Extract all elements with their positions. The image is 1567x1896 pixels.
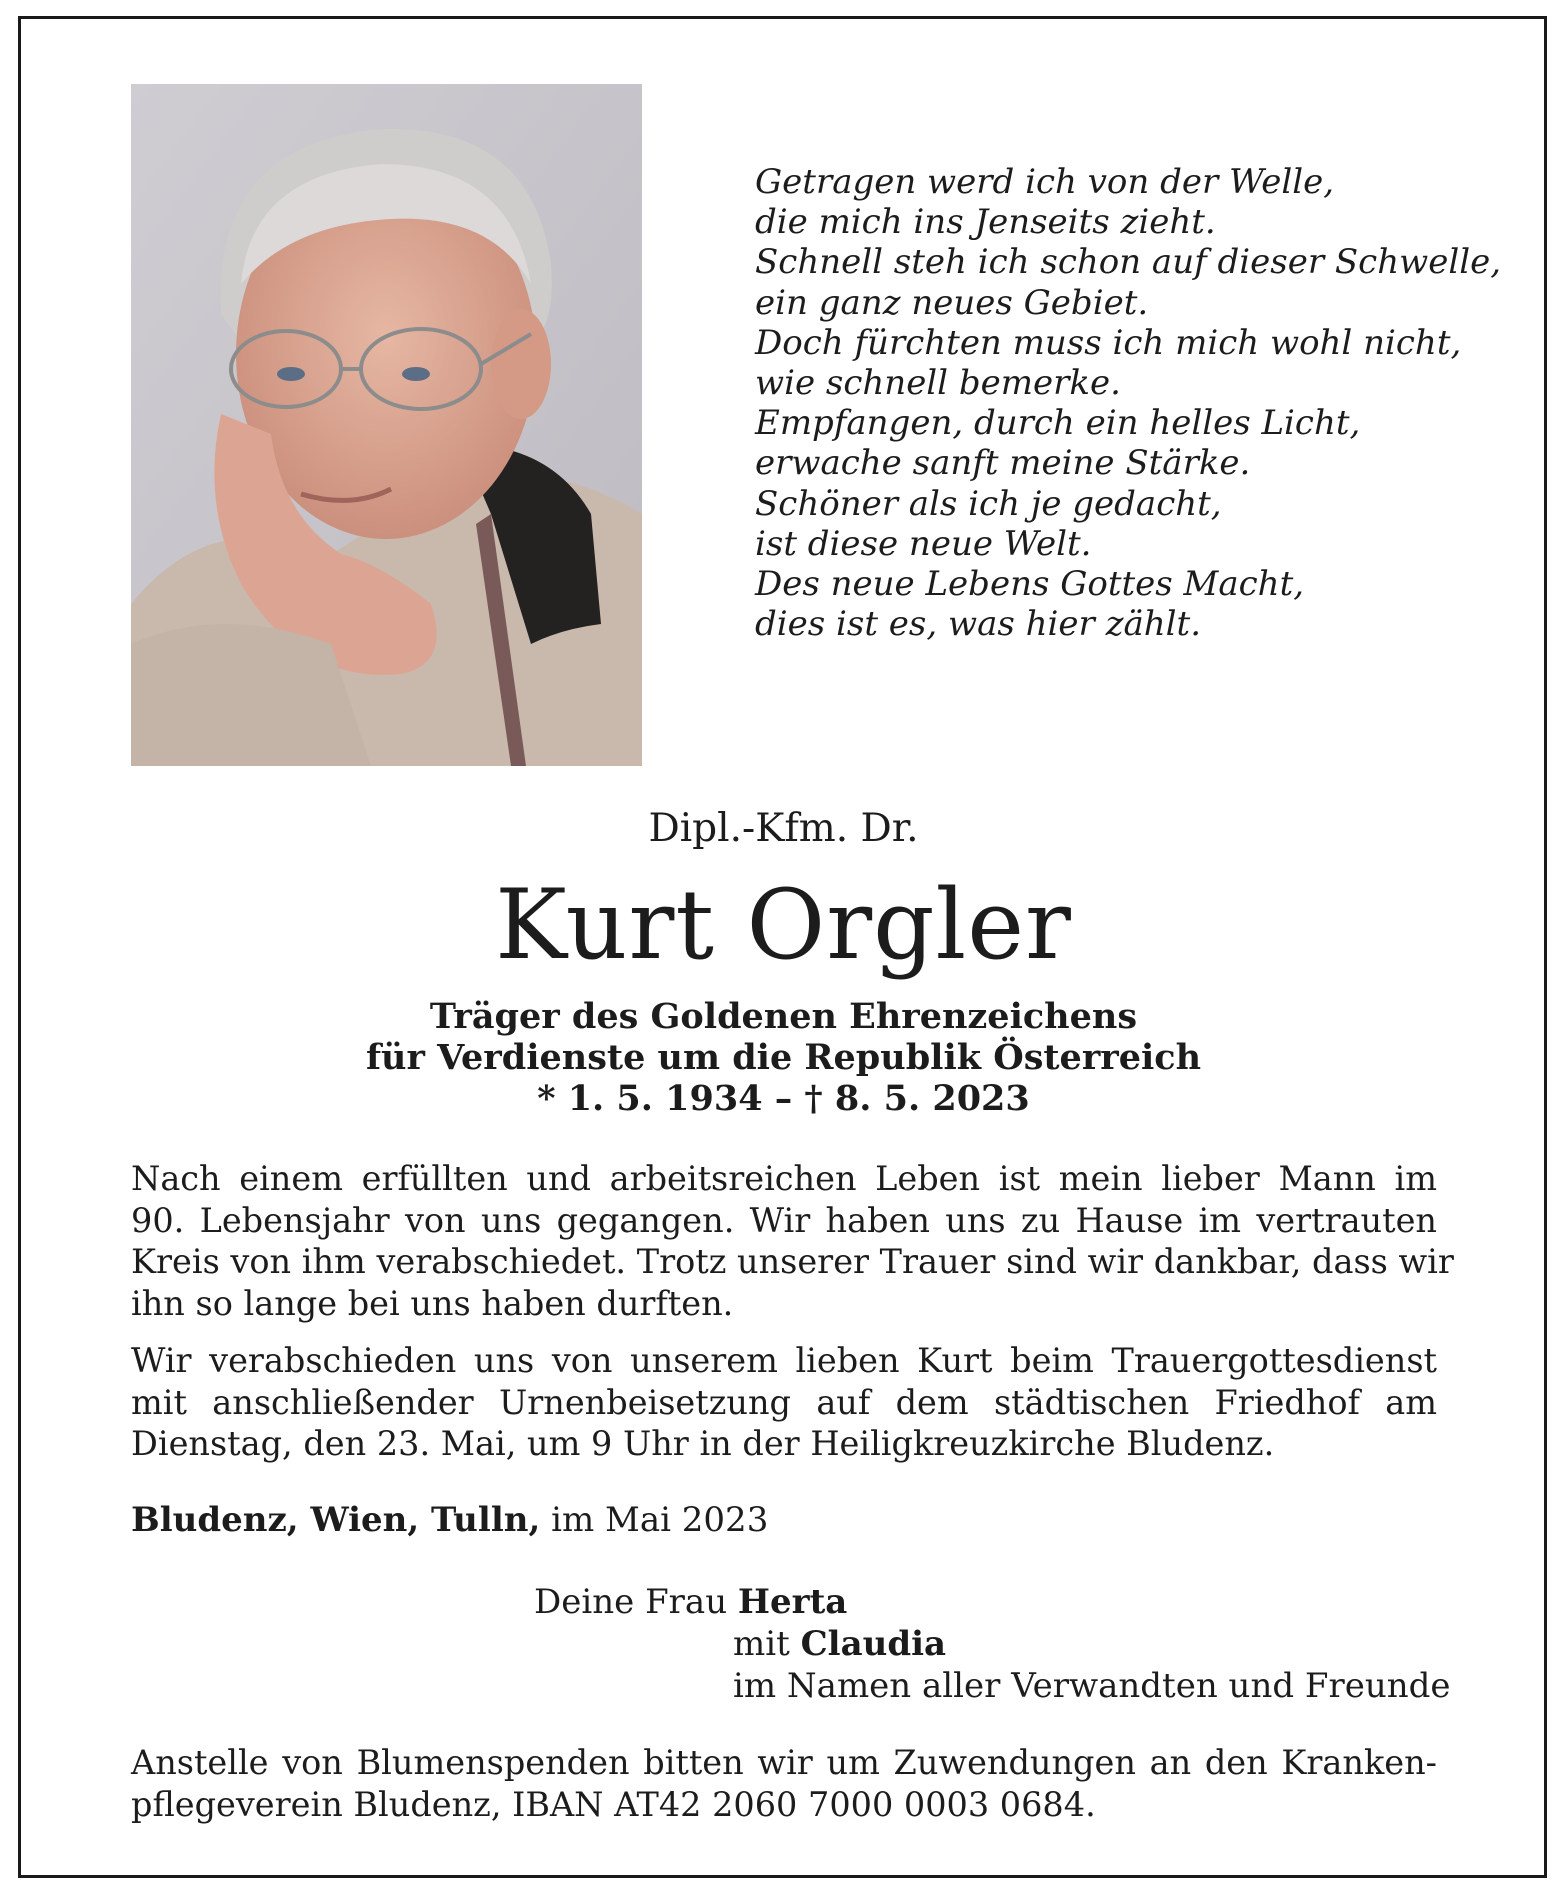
poem <box>755 162 1502 645</box>
poem-line: Getragen werd ich von der Welle, <box>755 162 1335 202</box>
text-line: mit anschließender Urnenbeisetzung auf dem städtischen Friedhof am <box>131 1382 1437 1422</box>
text-line: pflegeverein Bludenz, IBAN AT42 2060 7000 0003 0684. <box>131 1784 1096 1824</box>
poem-line: Schöner als ich je gedacht, <box>755 483 1222 524</box>
donation-paragraph <box>131 1742 1437 1825</box>
text-line: ihn so lange bei uns haben durften. <box>131 1283 734 1323</box>
poem-line: wie schnell bemerke. <box>755 363 1121 404</box>
signature-line <box>534 1582 847 1622</box>
life-dates: * 1. 5. 1934 – † 8. 5. 2023 <box>537 1078 1030 1119</box>
signature-name: Herta <box>737 1582 848 1622</box>
deceased-name: Kurt Orgler <box>495 869 1072 981</box>
text-line: Kreis von ihm verabschiedet. Trotz unserer Trauer sind wir dankbar, dass wir <box>131 1242 1454 1281</box>
portrait-photo <box>131 84 642 766</box>
honor-block <box>0 996 1567 1119</box>
poem-line: Empfangen, durch ein helles Licht, <box>755 403 1361 444</box>
place-and-date <box>131 1500 768 1540</box>
text-line: Anstelle von Blumenspenden bitten wir um Zuwendungen an den Kranken- <box>131 1743 1437 1782</box>
poem-line: Schnell steh ich schon auf dieser Schwelle, <box>755 242 1502 283</box>
poem-line: dies ist es, was hier zählt. <box>755 604 1202 645</box>
signature-name: Claudia <box>800 1624 947 1664</box>
signature-line <box>733 1624 946 1664</box>
signature-prefix: Deine Frau <box>534 1582 728 1622</box>
poem-line: die mich ins Jenseits zieht. <box>755 202 1216 243</box>
poem-line: ein ganz neues Gebiet. <box>755 282 1149 323</box>
academic-title: Dipl.-Kfm. Dr. <box>648 806 919 851</box>
text-line: Nach einem erfüllten und arbeitsreichen Leben ist mein lieber Mann im <box>131 1159 1437 1198</box>
honor-line: Träger des Goldenen Ehrenzeichens <box>429 996 1138 1037</box>
poem-line: Doch fürchten muss ich mich wohl nicht, <box>755 322 1462 363</box>
poem-line: erwache sanft meine Stärke. <box>755 443 1251 484</box>
signature-line: im Namen aller Verwandten und Freunde <box>733 1666 1451 1706</box>
text-line: 90. Lebensjahr von uns gegangen. Wir haben uns zu Hause im vertrauten <box>131 1200 1437 1240</box>
service-paragraph <box>131 1340 1437 1465</box>
place-date: im Mai 2023 <box>551 1500 769 1540</box>
text-line: Dienstag, den 23. Mai, um 9 Uhr in der Heiligkreuzkirche Bludenz. <box>131 1424 1275 1463</box>
announcement-paragraph <box>131 1158 1454 1324</box>
text-line: Wir verabschieden uns von unserem lieben Kurt beim Trauergottesdienst <box>131 1341 1437 1380</box>
signature-prefix: mit <box>733 1624 790 1664</box>
honor-line: für Verdienste um die Republik Österreich <box>365 1037 1202 1078</box>
poem-line: ist diese neue Welt. <box>755 523 1092 564</box>
place-cities: Bludenz, Wien, Tulln, <box>131 1500 541 1540</box>
portrait-illustration <box>131 84 642 766</box>
poem-line: Des neue Lebens Gottes Macht, <box>755 564 1305 605</box>
